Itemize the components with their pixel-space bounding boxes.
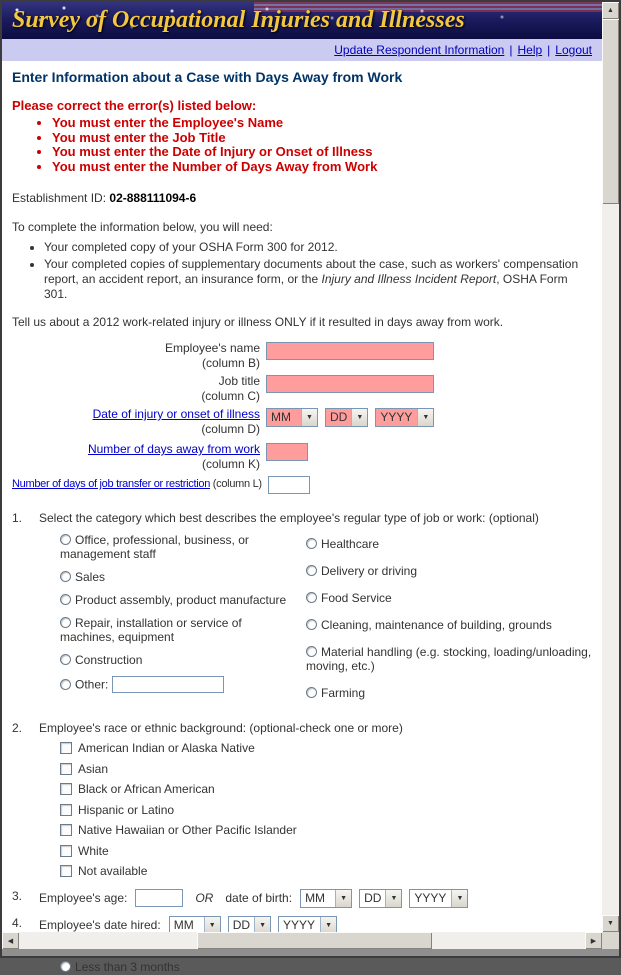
arrow-left-icon: ◀ [7, 937, 14, 945]
chevron-down-icon: ▼ [451, 890, 467, 907]
chevron-down-icon: ▼ [417, 409, 433, 426]
job-title-row [12, 375, 592, 403]
q2-option: Asian [60, 761, 592, 778]
question-1-number: 1. [12, 511, 23, 525]
radio-healthcare[interactable] [306, 538, 317, 549]
chevron-down-icon: ▼ [320, 917, 336, 934]
q1-option: Office, professional, business, or management staff [60, 533, 249, 561]
nav-separator: | [509, 43, 513, 57]
employee-name-row [12, 342, 592, 370]
q1-option: Cleaning, maintenance of building, grounds [306, 618, 608, 632]
nav-update-respondent-link[interactable]: Update Respondent Information [334, 43, 505, 57]
chevron-down-icon: ▼ [335, 890, 351, 907]
window-frame-bottom [2, 949, 619, 956]
job-title-label: Job title (column C) [201, 374, 260, 403]
horizontal-scrollbar[interactable] [2, 932, 602, 949]
establishment-id-value: 02-888111094-6 [109, 191, 197, 205]
injury-day-select[interactable]: DD ▼ [325, 408, 368, 427]
scroll-up-button[interactable] [602, 2, 619, 19]
radio-material-handling[interactable] [306, 646, 317, 657]
error-item: • You must enter the Job Title [52, 131, 592, 146]
error-list [12, 116, 592, 174]
page-title: Enter Information about a Case with Days Away from Work [12, 69, 403, 85]
radio-less-than-3-months[interactable] [60, 961, 71, 972]
days-transfer-row [12, 476, 592, 494]
nav-separator: | [547, 43, 551, 57]
tell-us-text: Tell us about a 2012 work-related injury or illness ONLY if it resulted in days away from work. [12, 315, 504, 329]
checkbox-white[interactable] [60, 845, 72, 857]
q2-option: Native Hawaiian or Other Pacific Islander [60, 822, 592, 839]
question-1-text: Select the category which best describes the employee's regular type of job or work: (optional) [39, 511, 539, 525]
employee-age-input[interactable] [135, 889, 183, 907]
q1-option: Delivery or driving [306, 564, 608, 578]
q2-option: White [60, 843, 592, 860]
page-content [2, 2, 602, 974]
radio-sales[interactable] [60, 571, 71, 582]
error-heading: Please correct the error(s) listed below: [12, 98, 257, 113]
checkbox-american-indian[interactable] [60, 742, 72, 754]
employee-name-label: Employee's name (column B) [164, 341, 260, 370]
q1-option-other: Other: [60, 676, 290, 693]
q1-option: Sales [60, 570, 290, 584]
question-1 [12, 511, 592, 713]
horizontal-scrollbar-thumb[interactable] [197, 932, 432, 949]
chevron-down-icon: ▼ [301, 409, 317, 426]
days-away-input[interactable] [266, 443, 308, 461]
arrow-right-icon: ▶ [590, 937, 597, 945]
chevron-down-icon: ▼ [385, 890, 401, 907]
q4-option: Less than 3 months [60, 960, 592, 975]
nav-logout-link[interactable]: Logout [555, 43, 592, 57]
checkbox-hispanic[interactable] [60, 804, 72, 816]
establishment-id-label: Establishment ID: [12, 191, 107, 205]
q2-option: Black or African American [60, 781, 592, 798]
injury-year-select[interactable]: YYYY ▼ [375, 408, 434, 427]
chevron-down-icon: ▼ [254, 917, 270, 934]
age-label: Employee's age: [39, 890, 128, 905]
checkbox-not-available[interactable] [60, 865, 72, 877]
or-text: OR [195, 890, 214, 905]
question-3-number: 3. [12, 888, 23, 903]
checkbox-native-hawaiian[interactable] [60, 824, 72, 836]
vertical-scrollbar-thumb[interactable] [602, 19, 619, 204]
chevron-down-icon: ▼ [204, 917, 220, 934]
q1-option: Food Service [306, 591, 608, 605]
q2-option: American Indian or Alaska Native [60, 740, 592, 757]
days-transfer-input[interactable] [268, 476, 310, 494]
checkbox-black[interactable] [60, 783, 72, 795]
need-item: • Your completed copies of supplementary documents about the case, such as workers' compensation report, an accident report, an insurance form, or the Injury and Illness Incident Report, OSHA Form 301. [44, 257, 592, 302]
need-heading: To complete the information below, you will need: [12, 220, 273, 234]
radio-office-staff[interactable] [60, 534, 71, 545]
question-3 [12, 889, 592, 908]
q1-option: Repair, installation or service of machines, equipment [60, 616, 242, 644]
case-fields [12, 342, 592, 494]
question-2-text: Employee's race or ethnic background: (optional-check one or more) [39, 721, 403, 735]
question-2-number: 2. [12, 721, 23, 735]
radio-construction[interactable] [60, 654, 71, 665]
radio-product-assembly[interactable] [60, 594, 71, 605]
days-transfer-link[interactable]: Number of days of job transfer or restriction [12, 478, 211, 490]
error-item: • You must enter the Number of Days Away from Work [52, 160, 592, 175]
other-text-input[interactable] [112, 676, 224, 693]
scroll-left-button[interactable] [2, 932, 19, 949]
injury-date-row [12, 408, 592, 436]
days-away-link[interactable]: Number of days away from work [87, 442, 260, 456]
hired-year-select[interactable]: YYYY ▼ [278, 916, 337, 935]
injury-date-link[interactable]: Date of injury or onset of illness [92, 407, 260, 421]
q1-left-column [60, 533, 306, 713]
top-navbar [2, 39, 602, 61]
injury-date-label: Date of injury or onset of illness (column D) [92, 407, 260, 436]
chevron-down-icon: ▼ [351, 409, 367, 426]
establishment-id [12, 191, 592, 206]
vertical-scrollbar[interactable] [602, 2, 619, 932]
injury-month-select[interactable]: MM ▼ [266, 408, 318, 427]
dob-label: date of birth: [225, 890, 293, 905]
q1-option: Material handling (e.g. stocking, loading/unloading, moving, etc.) [306, 645, 592, 673]
arrow-up-icon: ▲ [607, 7, 614, 14]
q1-option: Construction [60, 653, 290, 667]
question-2 [12, 721, 592, 880]
hired-month-select[interactable]: MM ▼ [169, 916, 221, 935]
q1-option: Farming [306, 686, 608, 700]
dob-month-select[interactable]: MM ▼ [300, 889, 352, 908]
radio-repair-service[interactable] [60, 617, 71, 628]
radio-farming[interactable] [306, 687, 317, 698]
scrollbar-corner [602, 932, 619, 949]
days-transfer-label: Number of days of job transfer or restriction (column L) [12, 478, 262, 490]
arrow-down-icon: ▼ [607, 920, 614, 927]
q2-option: Not available [60, 863, 592, 880]
q1-right-column [306, 533, 608, 713]
date-hired-label: Employee's date hired: [39, 917, 161, 932]
scroll-down-button[interactable] [602, 915, 619, 932]
q1-option: Healthcare [306, 537, 608, 551]
days-away-label: Number of days away from work (column K) [87, 442, 260, 471]
checkbox-asian[interactable] [60, 763, 72, 775]
job-title-input[interactable] [266, 375, 434, 393]
q2-option: Hispanic or Latino [60, 802, 592, 819]
radio-cleaning-maintenance[interactable] [306, 619, 317, 630]
form-content [2, 61, 602, 975]
radio-food-service[interactable] [306, 592, 317, 603]
error-item: • You must enter the Employee's Name [52, 116, 592, 131]
employee-name-input[interactable] [266, 342, 434, 360]
hired-day-select[interactable]: DD ▼ [228, 916, 271, 935]
banner-title: Survey of Occupational Injuries and Illnesses [12, 7, 465, 33]
dob-year-select[interactable]: YYYY ▼ [409, 889, 468, 908]
radio-delivery-driving[interactable] [306, 565, 317, 576]
survey-banner [2, 2, 602, 39]
dob-day-select[interactable]: DD ▼ [359, 889, 402, 908]
scroll-right-button[interactable] [585, 932, 602, 949]
q1-option: Product assembly, product manufacture [60, 593, 290, 607]
radio-other[interactable] [60, 679, 71, 690]
question-4-number: 4. [12, 915, 23, 930]
nav-help-link[interactable]: Help [517, 43, 543, 57]
need-list [12, 240, 592, 302]
need-item: • Your completed copy of your OSHA Form 300 for 2012. [44, 240, 592, 255]
error-item: • You must enter the Date of Injury or Onset of Illness [52, 145, 592, 160]
days-away-row [12, 443, 592, 471]
